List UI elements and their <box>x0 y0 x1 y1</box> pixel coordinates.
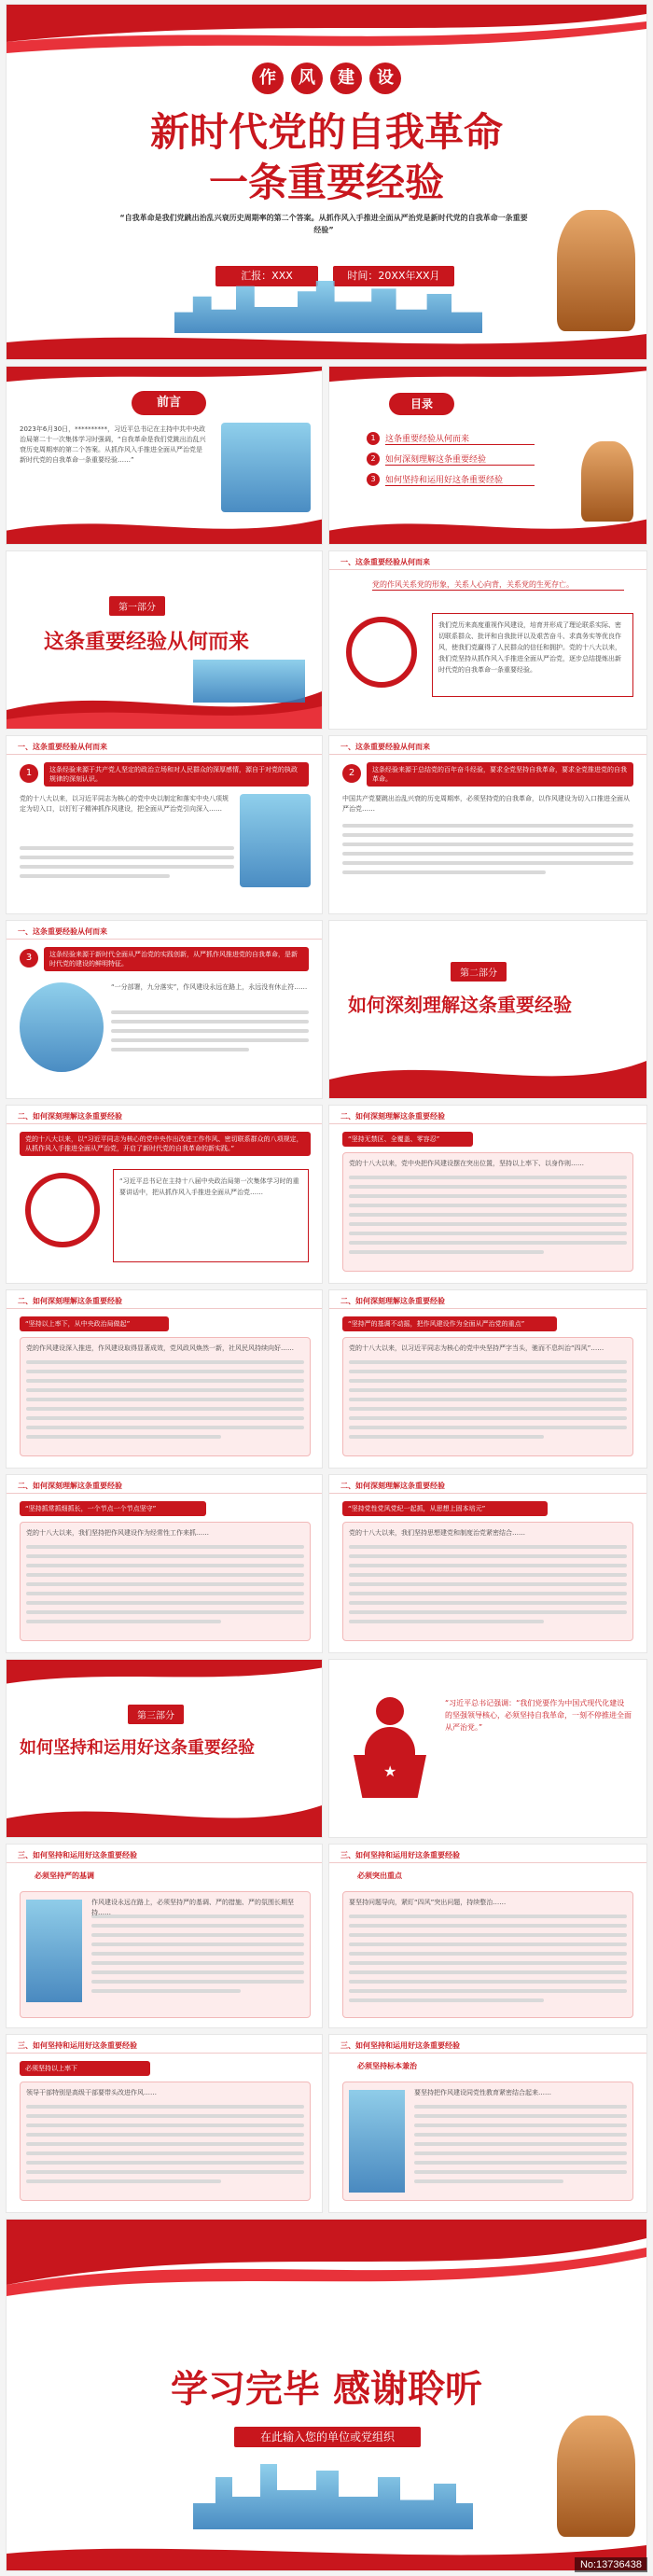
section-text: 作风建设永远在路上，必须坚持严的基调、严的措施、严的氛围长期坚持…… <box>91 1899 294 1916</box>
section2-1-slide <box>6 1105 323 1284</box>
toc-number: 1 <box>367 432 380 445</box>
cover-title-line2: 一条重要经验 <box>208 160 444 205</box>
section-banner: 这条经验来源于新时代全面从严治党的实践创新，从严抓作风推进党的自我革命，是新时代党的建设的鲜明特征。 <box>44 947 309 971</box>
part-title: 如何坚持和运用好这条重要经验 <box>20 1738 255 1758</box>
seal-char: 风 <box>291 63 323 94</box>
seal-char: 建 <box>330 63 362 94</box>
red-wave-footer <box>7 1790 322 1837</box>
toc-label: 这条重要经验从何而来 <box>385 432 535 445</box>
section1-2-slide <box>328 735 647 914</box>
toc-list <box>367 432 535 486</box>
city-skyline-image <box>193 660 305 703</box>
slide-header: 二、如何深刻理解这条重要经验 <box>340 1482 445 1490</box>
illustration-image <box>26 1900 82 2002</box>
date-badge: 时间：20XX年XX月 <box>333 266 454 286</box>
party-member-icon <box>346 617 417 688</box>
section3-4-slide <box>328 2034 647 2213</box>
content-box <box>20 1522 311 1641</box>
toc-item[interactable] <box>367 453 535 466</box>
toc-slide <box>328 366 647 545</box>
content-box <box>342 2082 633 2201</box>
part-title: 这条重要经验从何而来 <box>44 630 250 654</box>
city-skyline-image <box>193 2464 473 2529</box>
section-banner: “坚持严的基调不动摇，把作风建设作为全面从严治党的重点” <box>342 1316 557 1331</box>
section2-6-slide <box>328 1474 647 1653</box>
red-wave-footer <box>7 2537 646 2570</box>
red-ribbon-decoration <box>329 367 646 387</box>
red-ribbon-decoration <box>7 5 646 61</box>
section3-2-slide <box>328 1844 647 2028</box>
section-banner: “坚持抓常抓细抓长，一个节点一个节点坚守” <box>20 1501 206 1516</box>
section-text: 领导干部特别是高级干部要带头改进作风…… <box>26 2089 157 2096</box>
key-point: 必须坚持严的基调 <box>35 1872 94 1880</box>
slide-header: 三、如何坚持和运用好这条重要经验 <box>340 1851 460 1859</box>
speaker-podium-icon: ★ <box>348 1697 432 1800</box>
reporter-badge: 汇报：XXX <box>215 266 318 286</box>
part1-divider-slide <box>6 550 323 730</box>
slide-header: 二、如何深刻理解这条重要经验 <box>340 1112 445 1121</box>
section-banner: 必须坚持以上率下 <box>20 2061 150 2076</box>
slide-header: 一、这条重要经验从何而来 <box>18 743 107 751</box>
slide-header: 二、如何深刻理解这条重要经验 <box>18 1482 122 1490</box>
toc-label: 如何坚持和运用好这条重要经验 <box>385 473 535 486</box>
slide-header: 一、这条重要经验从何而来 <box>18 927 107 936</box>
section-text: 党的十八大以来，以习近平同志为核心的党中央以制定和落实中央八项规定为切入口，以钉钉子精神抓作风建设，把全面从严治党引向深入…… <box>20 795 229 813</box>
part-label: 第三部分 <box>128 1705 184 1724</box>
seal-char: 设 <box>369 63 401 94</box>
section-number: 3 <box>20 949 38 968</box>
slide-header: 三、如何坚持和运用好这条重要经验 <box>340 2041 460 2050</box>
section-text: 中国共产党要跳出治乱兴衰的历史周期率，必须坚持党的自我革命，以作风建设为切入口推进全面从严治党…… <box>342 795 630 813</box>
party-member-icon <box>25 1173 100 1247</box>
content-box <box>342 1522 633 1641</box>
section-number: 1 <box>20 764 38 783</box>
slide-header: 二、如何深刻理解这条重要经验 <box>340 1297 445 1305</box>
section1-1-slide <box>6 735 323 914</box>
part3-quote-slide <box>328 1659 647 1838</box>
city-skyline-image <box>221 423 311 512</box>
key-point: 必须坚持标本兼治 <box>357 2062 417 2070</box>
red-ribbon-decoration <box>7 367 322 387</box>
stone-lion-image <box>557 2416 635 2537</box>
section-banner: “坚持以上率下，从中央政治局做起” <box>20 1316 169 1331</box>
slide-header: 二、如何深刻理解这条重要经验 <box>18 1297 122 1305</box>
slide-header: 一、这条重要经验从何而来 <box>340 558 430 566</box>
section-banner: 这条经验来源于总结党的百年奋斗经验，要求全党坚持自我革命，要求全党推进党的自我革命。 <box>367 762 633 787</box>
red-wave-footer <box>7 510 322 544</box>
section-text: 党的作风建设深入推进，作风建设取得显著成效，党风政风焕然一新，社风民风持续向好…… <box>26 1344 294 1352</box>
slide-header: 一、这条重要经验从何而来 <box>340 743 430 751</box>
quote-box: “习近平总书记在主持十八届中央政治局第一次集体学习时的重要讲话中，把从抓作风入手推进全面从严治党…… <box>113 1169 309 1262</box>
section3-1-slide <box>6 1844 323 2028</box>
toc-number: 3 <box>367 473 380 486</box>
section-banner: “坚持无禁区、全覆盖、零容忍” <box>342 1132 473 1147</box>
section-text: 要坚持问题导向，紧盯“四风”突出问题，持续整治…… <box>349 1899 507 1906</box>
part1-intro-slide <box>328 550 647 730</box>
section-text: 要坚持把作风建设同党性教育紧密结合起来…… <box>414 2089 551 2096</box>
slide-header: 三、如何坚持和运用好这条重要经验 <box>18 1851 137 1859</box>
red-ribbon-decoration <box>7 2220 646 2304</box>
toc-item[interactable] <box>367 473 535 486</box>
content-box <box>20 1337 311 1456</box>
part3-divider-slide <box>6 1659 323 1838</box>
preface-text: 2023年6月30日，**********，习近平总书记在主持中共中央政治局第二十一次集体学习时强调，“自我革命是我们党跳出治乱兴衰历史周期率的第二个答案。从抓作风入手推进全面从严治党是新时代党的自我革命一条重要经验……” <box>20 425 206 464</box>
text-lines <box>111 1005 309 1057</box>
section-text: “一分部署，九分落实”，作风建设永远在路上，永远没有休止符…… <box>111 983 308 991</box>
section2-2-slide <box>328 1105 647 1284</box>
ending-title: 学习完毕 感谢聆听 <box>171 2367 482 2411</box>
section-banner: 党的十八大以来，以“习近平同志为核心的党中央作出改进工作作风、密切联系群众的八项规定，从抓作风入手推进全面从严治党，开启了新时代党的自我革命的新实践。” <box>20 1132 311 1156</box>
section-banner: 这条经验来源于共产党人坚定的政治立场和对人民群众的深厚感情，源自于对党的执政规律的深刻认识。 <box>44 762 309 787</box>
preface-badge: 前言 <box>132 391 206 415</box>
lead-text: 党的作风关系党的形象，关系人心向背，关系党的生死存亡。 <box>372 579 624 591</box>
part-label: 第二部分 <box>451 962 507 982</box>
toc-item[interactable] <box>367 432 535 445</box>
red-wave-footer <box>329 510 646 544</box>
slide-header: 二、如何深刻理解这条重要经验 <box>18 1112 122 1121</box>
part-label: 第一部分 <box>109 596 165 616</box>
cover-title-line1: 新时代党的自我革命 <box>149 109 503 155</box>
illustration-image <box>240 794 311 887</box>
watermark-id: No:13736438 <box>575 2557 647 2572</box>
preface-slide <box>6 366 323 545</box>
toc-label: 如何深刻理解这条重要经验 <box>385 453 535 466</box>
quote-text: “习近平总书记强调：“我们党要作为中国式现代化建设的坚强领导核心，必须坚持自我革命，一刻不停推进全面从严治党。” <box>445 1699 632 1732</box>
section-number: 2 <box>342 764 361 783</box>
toc-number: 2 <box>367 453 380 466</box>
content-box <box>20 1891 311 2018</box>
ending-slide <box>6 2219 647 2571</box>
key-point: 必须突出重点 <box>357 1872 402 1880</box>
content-box <box>342 1152 633 1272</box>
section-text: 党的十八大以来，我们坚持思想建党和制度治党紧密结合…… <box>349 1529 525 1537</box>
cover-intro: “自我革命是我们党跳出治乱兴衰历史周期率的第二个答案。从抓作风入手推进全面从严治党是新时代党的自我革命一条重要经验” <box>119 214 528 234</box>
section-text: 党的十八大以来，党中央把作风建设摆在突出位置，坚持以上率下、以身作则…… <box>349 1160 584 1167</box>
slide-header: 三、如何坚持和运用好这条重要经验 <box>18 2041 137 2050</box>
content-box <box>342 1891 633 2018</box>
section-banner: “坚持党性党风党纪一起抓，从思想上固本培元” <box>342 1501 548 1516</box>
toc-badge: 目录 <box>389 393 454 415</box>
stone-lion-image <box>557 210 635 331</box>
red-wave-footer <box>7 326 646 359</box>
content-box <box>342 1337 633 1456</box>
section3-3-slide <box>6 2034 323 2213</box>
red-wave-footer <box>329 1042 646 1098</box>
section2-5-slide <box>6 1474 323 1653</box>
part2-divider-slide <box>328 920 647 1099</box>
cover-slide <box>6 4 647 360</box>
illustration-image <box>349 2090 405 2193</box>
section-text: 党的十八大以来，我们坚持把作风建设作为经常性工作来抓…… <box>26 1529 209 1537</box>
section2-3-slide <box>6 1289 323 1469</box>
content-box <box>20 2082 311 2201</box>
red-ribbon-decoration <box>7 1660 322 1692</box>
section2-4-slide <box>328 1289 647 1469</box>
text-lines <box>342 818 633 880</box>
section1-3-slide <box>6 920 323 1099</box>
text-lines <box>20 841 234 884</box>
seal-row <box>7 63 646 94</box>
intro-box: 我们党历来高度重视作风建设，培育并形成了理论联系实际、密切联系群众、批评和自我批评以及艰苦奋斗、求真务实等优良作风，使我们党赢得了人民群众的信任和拥护。党的十八大以来，我们党坚持从抓作风入手推进全面从严治党，逐步总结提炼出新时代党的自我革命一条重要经验。 <box>432 613 633 697</box>
part-title: 如何深刻理解这条重要经验 <box>348 994 572 1016</box>
section-text: 党的十八大以来，以习近平同志为核心的党中央坚持严字当头，驰而不息纠治“四风”…… <box>349 1344 604 1352</box>
seal-char: 作 <box>252 63 284 94</box>
illustration-image <box>20 982 104 1072</box>
organization-badge: 在此输入您的单位或党组织 <box>234 2427 421 2447</box>
